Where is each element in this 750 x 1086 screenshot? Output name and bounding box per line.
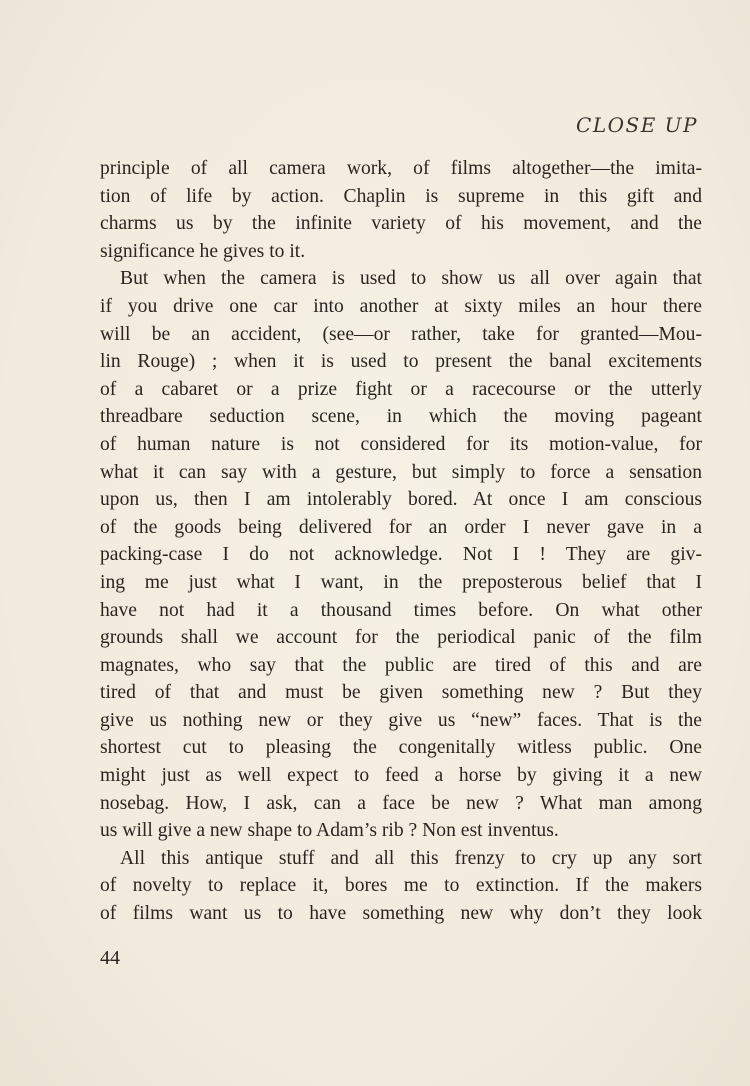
text-line: if you drive one car into another at sixty miles an hour there: [100, 295, 702, 317]
text-line: of the goods being delivered for an order I never gave in a: [100, 516, 702, 538]
body-text: [100, 155, 702, 928]
text-line: But when the camera is used to show us all over again that: [120, 268, 702, 290]
text-line: significance he gives to it.: [100, 240, 306, 262]
running-head: CLOSE UP: [576, 113, 698, 137]
text-line: of human nature is not considered for its motion-value, for: [100, 433, 702, 455]
text-line: lin Rouge) ; when it is used to present the banal excitements: [100, 351, 702, 373]
text-line: tired of that and must be given something new ? But they: [100, 682, 702, 704]
text-line: upon us, then I am intolerably bored. At once I am conscious: [100, 489, 702, 511]
text-line: nosebag. How, I ask, can a face be new ? What man among: [100, 792, 702, 814]
text-line: magnates, who say that the public are tired of this and are: [100, 654, 702, 676]
page-number: 44: [100, 947, 120, 969]
text-line: All this antique stuff and all this frenzy to cry up any sort: [120, 847, 702, 869]
text-line: of a cabaret or a prize fight or a racecourse or the utterly: [100, 378, 702, 400]
text-line: what it can say with a gesture, but simply to force a sensation: [100, 461, 702, 483]
text-line: have not had it a thousand times before. On what other: [100, 599, 702, 621]
text-line: of films want us to have something new why don’t they look: [100, 903, 702, 925]
text-line: give us nothing new or they give us “new” faces. That is the: [100, 709, 702, 731]
text-line: will be an accident, (see—or rather, take for granted—Mou-: [100, 323, 702, 345]
text-line: grounds shall we account for the periodical panic of the film: [100, 627, 702, 649]
text-line: threadbare seduction scene, in which the moving pageant: [100, 406, 702, 428]
text-line: shortest cut to pleasing the congenitally witless public. One: [100, 737, 702, 759]
text-line: tion of life by action. Chaplin is supreme in this gift and: [100, 185, 702, 207]
text-line: charms us by the infinite variety of his movement, and the: [100, 213, 702, 235]
text-line: ing me just what I want, in the preposterous belief that I: [100, 571, 702, 593]
text-line: packing-case I do not acknowledge. Not I ! They are giv-: [100, 544, 702, 566]
text-line: principle of all camera work, of films altogether—the imita-: [100, 158, 702, 179]
text-line: might just as well expect to feed a horse by giving it a new: [100, 765, 702, 787]
text-line: us will give a new shape to Adam’s rib ? Non est inventus.: [100, 820, 559, 842]
text-line: of novelty to replace it, bores me to extinction. If the makers: [100, 875, 702, 897]
